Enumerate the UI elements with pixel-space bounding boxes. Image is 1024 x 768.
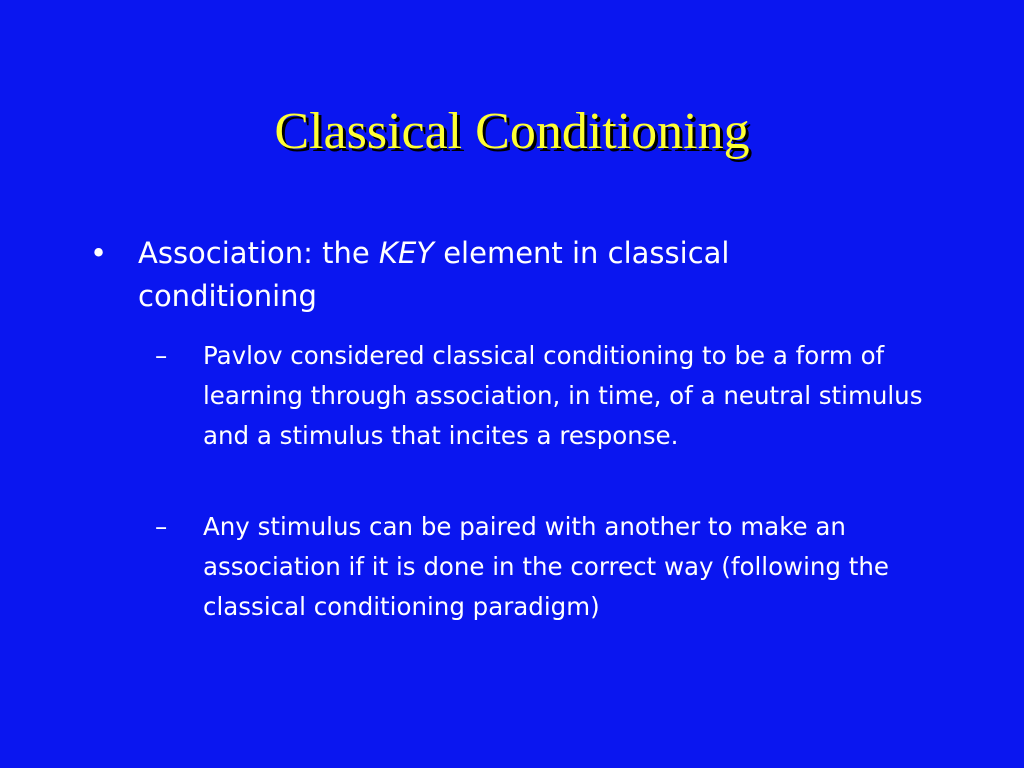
sub-bullet-text: Pavlov considered classical conditioning to be a form of learning through association, in time, of a neutral stimulus and a stimulus that incites a response. [203, 341, 923, 450]
sub-bullet-marker: – [155, 512, 168, 541]
sub-bullet-pavlov [155, 336, 935, 456]
sub-bullet-text: Any stimulus can be paired with another to make an association if it is done in the correct way (following the classical conditioning paradigm) [203, 512, 889, 621]
bullet-text [138, 232, 890, 318]
sub-bullet-marker: – [155, 341, 168, 370]
slide-title: Classical Conditioning [274, 103, 750, 160]
bullet-marker: • [90, 236, 108, 270]
bullet-emphasis: KEY [378, 236, 434, 270]
sub-bullet-any-stimulus [155, 507, 935, 627]
bullet-text-before: Association: the [138, 236, 379, 270]
bullet-association [90, 232, 890, 318]
bullet-text-after: element in classical conditioning [138, 236, 730, 313]
